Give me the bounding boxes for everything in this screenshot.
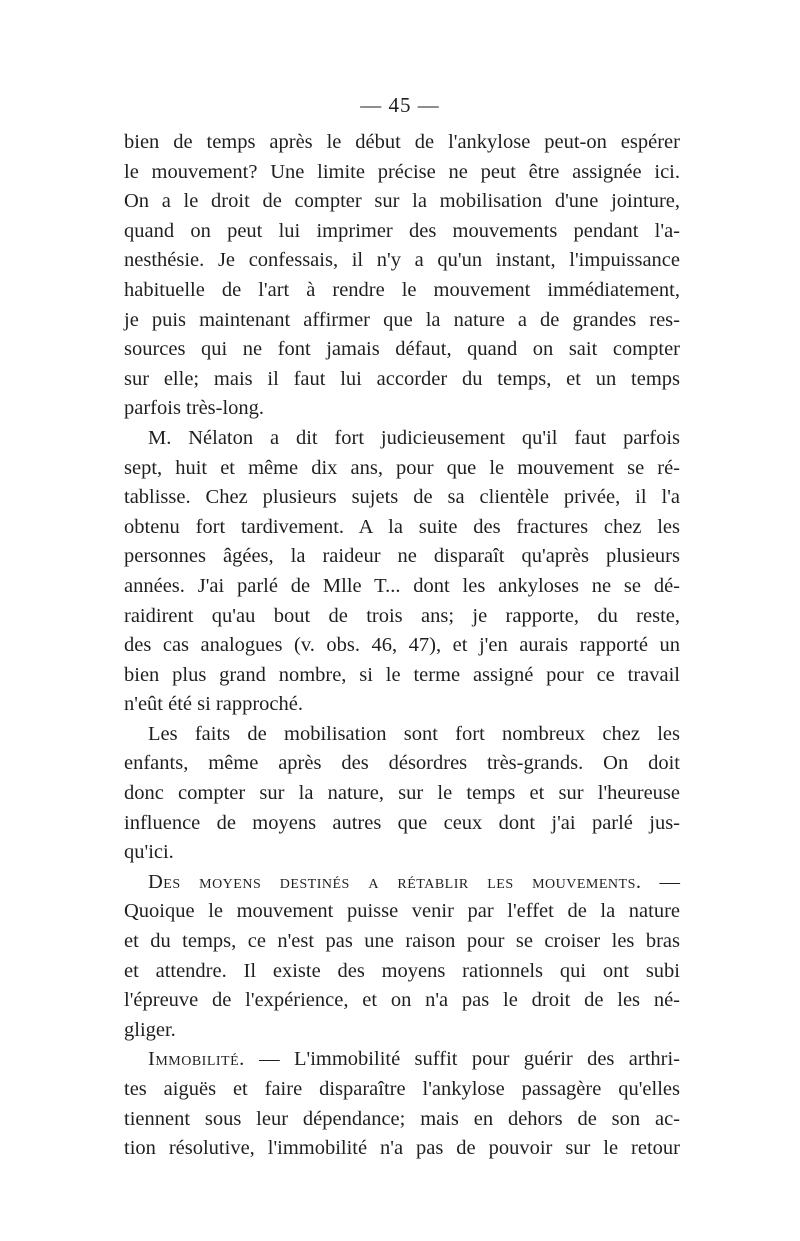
text-line: qu'ici.	[124, 841, 174, 864]
text-line: n'eût été si rapproché.	[124, 693, 304, 716]
text-line: sur elle; mais il faut lui accorder du temps, et un temps	[124, 367, 680, 390]
text-line: sept, huit et même dix ans, pour que le mouvement se ré-	[124, 456, 680, 479]
heading-dash: —	[641, 870, 680, 893]
text-line: bien plus grand nombre, si le terme assigné pour ce travail	[124, 663, 680, 686]
body-text	[124, 128, 680, 1164]
section-heading: Immobilité.	[148, 1048, 245, 1071]
text-line	[124, 1045, 680, 1075]
text-line: raidirent qu'au bout de trois ans; je rapporte, du reste,	[124, 604, 680, 627]
text-line: influence de moyens autres que ceux dont j'ai parlé jus-	[124, 811, 680, 834]
text-line: des cas analogues (v. obs. 46, 47), et j'en aurais rapporté un	[124, 634, 680, 657]
text-line: l'épreuve de l'expérience, et on n'a pas le droit de les né-	[124, 989, 680, 1012]
text-line: tion résolutive, l'immobilité n'a pas de pouvoir sur le retour	[124, 1137, 680, 1160]
text-line: quand on peut lui imprimer des mouvements pendant l'a-	[124, 219, 680, 242]
page-number: — 45 —	[360, 93, 440, 117]
text-line: et du temps, ce n'est pas une raison pour se croiser les bras	[124, 930, 680, 953]
text-line: habituelle de l'art à rendre le mouvement immédiatement,	[124, 278, 680, 301]
text-line: Les faits de mobilisation sont fort nombreux chez les	[148, 722, 680, 745]
text-line: bien de temps après le début de l'ankylose peut-on espérer	[124, 131, 680, 153]
text-line: Quoique le mouvement puisse venir par l'effet de la nature	[124, 900, 680, 923]
text-line: tiennent sous leur dépendance; mais en dehors de son ac-	[124, 1107, 680, 1130]
heading-text: — L'immobilité suffit pour guérir des arthri-	[244, 1048, 680, 1071]
text-line: donc compter sur la nature, sur le temps et sur l'heureuse	[124, 782, 680, 805]
text-line: obtenu fort tardivement. A la suite des fractures chez les	[124, 515, 680, 538]
text-line	[124, 868, 680, 898]
text-line: tablisse. Chez plusieurs sujets de sa clientèle privée, il l'a	[124, 486, 680, 509]
text-line: parfois très-long.	[124, 397, 265, 420]
text-line: années. J'ai parlé de Mlle T... dont les ankyloses ne se dé-	[124, 574, 680, 597]
text-line: personnes âgées, la raideur ne disparaît qu'après plusieurs	[124, 545, 680, 568]
text-line: le mouvement? Une limite précise ne peut être assignée ici.	[124, 160, 680, 183]
text-line: je puis maintenant affirmer que la nature a de grandes res-	[124, 308, 680, 331]
text-line: et attendre. Il existe des moyens rationnels qui ont subi	[124, 959, 680, 982]
text-line: tes aiguës et faire disparaître l'ankylose passagère qu'elles	[124, 1078, 680, 1100]
text-line: nesthésie. Je confessais, il n'y a qu'un instant, l'impuissance	[124, 249, 680, 272]
text-line: enfants, même après des désordres très-grands. On doit	[124, 752, 680, 775]
text-line: On a le droit de compter sur la mobilisation d'une jointure,	[124, 190, 680, 213]
text-line: sources qui ne font jamais défaut, quand on sait compter	[124, 338, 680, 361]
text-line: gliger.	[124, 1018, 176, 1041]
text-line: M. Nélaton a dit fort judicieusement qu'il faut parfois	[148, 426, 680, 449]
section-heading: Des moyens destinés a rétablir les mouvements.	[148, 870, 642, 893]
